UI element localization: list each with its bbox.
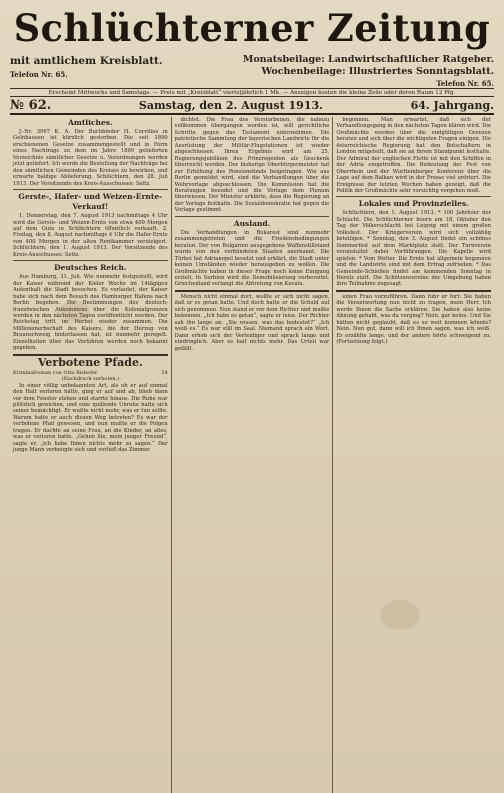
- right-text: begonnen. Man erwartet, daß sich der Verhandlungsgang in den nächsten Tagen klären wird. Die Großmächte werden über die endgültigen Grenzen beraten und sich über die wichtigsten Fragen einigen. Die österreichische Regierung hat den Botschaftern in London mitgeteilt, daß sie an ihrem Standpunkt festhalte. Der Admiral der englischen Flotte ist mit den Schiffen in der Adria eingetroffen. Die Bedeutung der Fest von Oberrhein und der Wurttemberger Konferenz über die Lage auf dem Balkan wird in der Presse viel erörtert. Die Ereignisse der letzten Wochen haben gezeigt, daß die Politik der Großmächte sehr vorsichtig vorgehen muß.: [336, 117, 492, 194]
- ausland-text: Die Verhandlungen in Bukarest sind nunmehr zusammengetreten und die Friedensbedingungen beraten. Der von Bulgarien ausgegebene Waffenstillstand wurde von den verbündeten Staaten anerkannt. Die Türkei hat Adrianopel besetzt und erklärt, die Stadt unter keinen Umständen wieder herausgeben zu wollen. Die Großmächte haben in dieser Frage noch keine Einigung erzielt. In Serbien wird die Demobilisierung vorbereitet. Griechenland verlangt die Abtretung von Kavala.: [174, 229, 330, 288]
- column-left: [10, 117, 172, 793]
- section-title-amtliches: Amtliches.: [68, 118, 113, 127]
- feuilleton-byline: Kriminalroman von Otto Bishofer.: [13, 369, 99, 376]
- divider: [13, 189, 168, 190]
- issue-bar: [10, 97, 494, 115]
- section-title-deutsches-reich: Deutsches Reich.: [54, 263, 127, 273]
- feuilleton-text: In einer völlig unbekannten Art, als ob er auf einmal den Halt verloren hätte, ging er auf und ab, blieb dann vor dem Fenster stehen und starrte hinaus. Die Ruhe war plötzlich gewichen, und eine quälende Unruhe hatte sich seiner bemächtigt. Er wußte nicht mehr, was er tun sollte. Warum hatte er auch diesen Weg betreten? Es war der verbotene Pfad gewesen, und nun mußte er die Folgen tragen. Er dachte an seine Frau, an die Kinder, an alles, was er verloren hatte. „Gehen Sie, mein junger Freund“, sagte er, „ich habe Ihnen nichts mehr zu sagen.“ Der junge Mann verbeugte sich und verließ das Zimmer.: [13, 382, 168, 454]
- kreisblatt-line: mit amtlichem Kreisblatt.: [10, 55, 163, 67]
- issue-date: Samstag, den 2. August 1913.: [138, 98, 323, 112]
- publication-notice: Erscheint Mittwochs und Samstags. — Preis mit „Kreisblatt“ vierteljährlich 1 Mk. — Anzeigen kosten die kleine Zeile oder deren Raum 12 Pfg.: [10, 88, 494, 97]
- monatsbeilage-line: Monatsbeilage: Landwirtschaftlicher Ratgeber.: [242, 54, 494, 65]
- lokales-text: Schlüchtern, den 1. August 1913. * 100 Jahrfeier der Schlacht. Die Schlüchterner feiern am 18. Oktober den Tag der Völkerschlacht bei Leipzig mit einem großen Volksfest. Der Kriegerverein wird sich vollzählig beteiligen. * Sonntag, den 3. August findet ein schönes Sommerfest auf dem Marktplatz statt. Der Turnverein veranstaltet dabei Vorführungen. Die Kapelle wird spielen. * Vom Wetter. Die Ernte hat allgemein begonnen und die Landwirte sind mit dem Ertrag zufrieden. * Das Gemeinde-Schießen findet am kommenden Sonntag in Herolz statt. Die Schützenvereine der Umgebung haben ihre Teilnahme zugesagt.: [336, 210, 492, 288]
- divider: [336, 196, 491, 197]
- gerste-text: 1. Donnerstag, den 7. August 1913 nachmittags 4 Uhr wird die Gerste- und Weizen-Ernte von etwa 400 Morgen auf dem Gute in Schlüchtern öffentlich verkauft. 2. Freitag, den 8. August nachmittags 4 Uhr die Hafer-Ernte von 400 Morgen in der alten Rentkammer versteigert. Schlüchtern, den 1. August 1913. Der Vorsitzende des Kreis-Ausschusses: Seitz.: [13, 213, 168, 258]
- section-title-lokales: Lokales und Provinzielles.: [358, 199, 469, 209]
- issue-year: 64. Jahrgang.: [410, 98, 494, 112]
- section-title-gerste: Gerste-, Hafer- und Weizen-Ernte-Verkauf!: [18, 192, 163, 212]
- telefon-right: Telefon Nr. 65.: [436, 79, 494, 88]
- article-columns: [10, 117, 494, 793]
- feuilleton-end: einen Frau vorzuführen. Dann fuhr er fort: Sie haben die Verantwortung nun nicht zu tragen, mein Herr. Ich werde Ihnen die Sache erklären. Sie haben also keine Ahnung gehabt, was da vorging? Nein, gar keine. Und Sie hätten nicht geglaubt, daß es so weit kommen könnte? Nein. Nun gut, dann will ich Ihnen sagen, was ich weiß. Er erzählte lange, und der andere hörte schweigend zu. (Fortsetzung folgt.): [336, 293, 492, 346]
- issue-number: № 62.: [10, 97, 52, 113]
- newspaper-masthead: Schlüchterner Zeitung: [13, 6, 491, 50]
- telefon-left: Telefon Nr. 65.: [10, 70, 68, 79]
- wochenbeilage-line: Wochenbeilage: Illustriertes Sonntagsblatt.: [261, 66, 494, 77]
- column-middle: [172, 117, 334, 793]
- masthead-subline: [10, 54, 494, 88]
- deutsches-text: Aus Hamburg, 31. Juli. Wie nunmehr festgestellt, wird der Kaiser während der Kieler Woche im 14tägigen Aufenthalt die Stadt besuchen. Es verlautet, der Kaiser habe sich nach dem Besuch des Hamburger Hafens nach Berlin begeben. Die Bestimmungen des deutsch-französischen Abkommens über die Kolonialgrenzen werden in den nächsten Tagen veröffentlicht werden. Der Reichstag tritt im Herbst wieder zusammen. Die Millionenerbschaft des Kaisers, die der Herzog von Braunschweig hinterlassen hat, ist nunmehr geregelt. Einzelheiten über das Verfahren werden noch bekannt gegeben.: [13, 274, 168, 352]
- amtliches-text: J.-Nr. 3967 K. A. Der Buchbinder H. Corvilius in Gelnhausen ist kürzlich gestorben. Die seit 1890 erschienenen Gesetze zusammengestellt und in Form eines Nachtrags zu dem im Jahre 1890 gelieferten Verzeichnis sämtlicher Gesetze u. Verordnungen werden jetzt geliefert. Ich werde die Bestellung der Nachträge bei den sämtlichen Gemeinden des Kreises zu bewirken, und erwarte baldige Ablieferung. Schlüchtern, den 28. Juli 1913. Der Vorsitzende des Kreis-Ausschusses: Seitz.: [13, 129, 168, 187]
- feuilleton-divider: [175, 290, 330, 292]
- middle-text: dichtet. Die Frau des Verstorbenen, die nahezu vollkommen übergangen worden ist, will gerichtliche Schritte gegen das Testament unternehmen. Die patriotische Sammlung der bayerischen Landwirte für die Ausrüstung der Militär-Flugstationen ist wieder abgeschlossen. Ihren Ergebnis wird am 25. Regierungsjubiläum des Prinzregenten als Geschenk überreicht werden. Der bisherige Oberbürgermeister hat zur Erhöhung des Pensionsfonds beigetragen. Wie aus Berlin gemeldet wird, sind die Verhandlungen über die Wehrvorlage abgeschlossen. Die Kommission hat die Beratungen beendet und die Vorlage dem Plenum überwiesen. Der Minister erklärte, dass die Regierung an der Vorlage festhalte. Die Sozialdemokratie hat gegen die Vorlage gestimmt.: [174, 117, 330, 214]
- section-title-ausland: Ausland.: [233, 218, 271, 228]
- feuilleton-number: 54: [161, 369, 168, 376]
- divider: [175, 216, 330, 217]
- feuilleton-note: (Nachdruck verboten.): [61, 376, 120, 383]
- column-right: [333, 117, 494, 793]
- divider: [13, 260, 168, 261]
- feuilleton-divider: [336, 290, 491, 292]
- masthead-left: [10, 54, 163, 82]
- feuilleton-continued: Mensch nicht einmal dort, wollte er sich nicht sagen, daß er es getan hatte. Und doch hatte er die Schuld auf sich genommen. Nun stand er vor dem Richter und mußte bekennen. „Ich habe es getan“, sagte er leise. Der Richter sah ihn lange an. „Sie wissen, was das bedeutet?“ „Ich weiß es.“ Es war still im Saal. Niemand sprach ein Wort. Dann erhob sich der Verteidiger und sprach lange und eindringlich. Aber es half nichts mehr. Das Urteil war gefällt.: [174, 293, 330, 352]
- feuilleton-title: Verbotene Pfade.: [37, 355, 143, 369]
- masthead-right: [243, 54, 494, 90]
